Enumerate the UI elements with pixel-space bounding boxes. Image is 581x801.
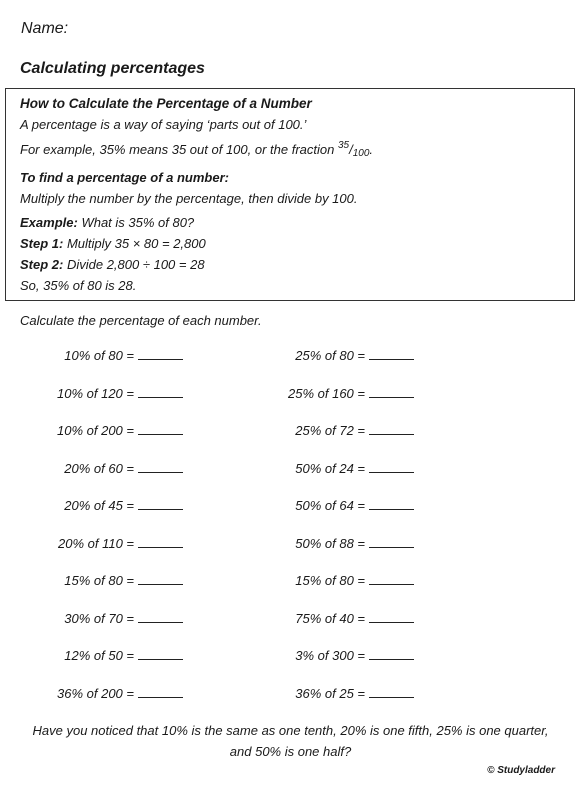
question-text: 10% of 80 = (64, 348, 134, 363)
question-left-9 (64, 647, 183, 663)
question-right-4 (295, 460, 414, 476)
question-text: 15% of 80 = (295, 573, 365, 588)
answer-blank[interactable] (369, 610, 414, 623)
question-right-10 (295, 685, 414, 701)
question-left-3 (57, 422, 183, 438)
question-text: 10% of 200 = (57, 423, 134, 438)
fraction: $^{35}/_{100}$ (337, 140, 370, 159)
info-line-2 (20, 135, 562, 164)
answer-blank[interactable] (138, 572, 183, 585)
answer-blank[interactable] (369, 347, 414, 360)
question-text: 25% of 160 = (288, 385, 365, 401)
info-line-1: A percentage is a way of saying ‘parts out of 100.’ (20, 117, 307, 132)
example-line (20, 212, 562, 233)
copyright: © Studyladder (487, 765, 555, 776)
answer-blank[interactable] (369, 647, 414, 660)
name-label: Name: (21, 20, 69, 37)
worksheet-title: Calculating percentages (20, 60, 205, 77)
step-2-line (20, 254, 562, 275)
question-text: 10% of 120 = (57, 385, 134, 401)
question-left-6 (58, 535, 183, 551)
answer-blank[interactable] (369, 685, 414, 698)
info-subheading: To find a percentage of a number: (20, 170, 229, 185)
question-left-1 (64, 347, 183, 363)
step-1-label: Step 1: (20, 236, 64, 251)
answer-blank[interactable] (138, 460, 183, 473)
answer-blank[interactable] (138, 647, 183, 660)
question-left-4 (64, 460, 183, 476)
conclusion: So, 35% of 80 is 28. (20, 278, 137, 293)
answer-blank[interactable] (369, 460, 414, 473)
answer-blank[interactable] (369, 422, 414, 435)
footer-note: Have you noticed that 10% is the same as one tenth, 20% is one fifth, 25% is one quarter, and 50% is one half? (32, 723, 549, 759)
question-right-3 (295, 422, 414, 438)
answer-blank[interactable] (138, 685, 183, 698)
question-right-9 (295, 647, 414, 663)
info-line-2-suffix: . (369, 142, 374, 157)
answer-blank[interactable] (369, 385, 414, 398)
question-right-2 (288, 385, 414, 401)
answer-blank[interactable] (138, 422, 183, 435)
info-method: Multiply the number by the percentage, then divide by 100. (20, 191, 358, 206)
info-line-2-prefix: For example, 35% means 35 out of 100, or the fraction (20, 142, 335, 157)
step-2-label: Step 2: (20, 257, 64, 272)
question-left-2 (57, 385, 183, 401)
example-label: Example: (20, 215, 78, 230)
question-text: 50% of 24 = (295, 460, 365, 476)
answer-blank[interactable] (369, 497, 414, 510)
question-text: 20% of 110 = (57, 535, 134, 551)
info-box (5, 88, 575, 301)
step-1-text: Multiply 35 × 80 = 2,800 (66, 236, 206, 251)
question-text: 30% of 70 = (64, 610, 134, 626)
question-text: 50% of 88 = (295, 535, 365, 551)
question-left-7 (64, 572, 183, 588)
question-text: 20% of 60 = (64, 460, 134, 476)
step-2-text: Divide 2,800 ÷ 100 = 28 (66, 257, 205, 272)
question-right-1 (295, 347, 414, 363)
question-left-5 (64, 497, 183, 513)
question-text: 50% of 64 = (295, 498, 365, 513)
step-1-line (20, 233, 562, 254)
fraction-numerator: 35 (337, 140, 350, 151)
question-text: 25% of 80 = (295, 348, 365, 363)
answer-blank[interactable] (369, 572, 414, 585)
question-text: 36% of 25 = (295, 685, 365, 701)
fraction-denominator: 100 (352, 148, 370, 159)
info-heading: How to Calculate the Percentage of a Number (20, 96, 312, 111)
question-text: 15% of 80 = (64, 573, 134, 588)
question-text: 36% of 200 = (57, 685, 134, 701)
answer-blank[interactable] (138, 535, 183, 548)
answer-blank[interactable] (138, 497, 183, 510)
example-text: What is 35% of 80? (81, 215, 195, 230)
instruction: Calculate the percentage of each number. (20, 313, 262, 328)
question-right-7 (295, 572, 414, 588)
answer-blank[interactable] (138, 347, 183, 360)
answer-blank[interactable] (138, 385, 183, 398)
question-left-8 (64, 610, 183, 626)
question-text: 20% of 45 = (64, 498, 134, 513)
answer-blank[interactable] (138, 610, 183, 623)
question-text: 3% of 300 = (295, 648, 365, 663)
question-text: 12% of 50 = (64, 648, 134, 663)
answer-blank[interactable] (369, 535, 414, 548)
question-right-8 (295, 610, 414, 626)
question-right-6 (295, 535, 414, 551)
question-text: 75% of 40 = (295, 610, 365, 626)
question-right-5 (295, 497, 414, 513)
question-text: 25% of 72 = (295, 423, 365, 438)
question-left-10 (57, 685, 183, 701)
